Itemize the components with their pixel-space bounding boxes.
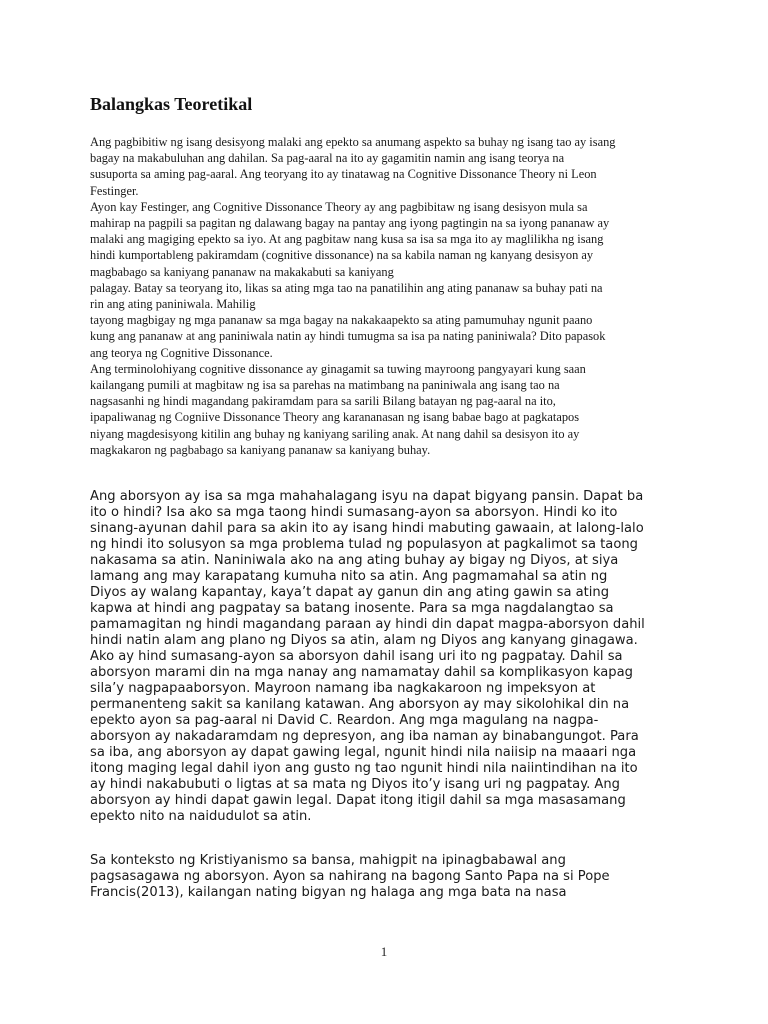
section-title: Balangkas Teoretikal — [90, 94, 253, 114]
text-line: Diyos ay walang kapantay, kaya’t dapat ay ganun din ang ating gawin sa ating — [90, 585, 610, 600]
text-line: susuporta sa aming pag-aaral. Ang teoryang ito ay tinatawag na Cognitive Dissonance Theory ni Leon — [90, 167, 597, 182]
text-line: kailangang pumili at magbitaw ng isa sa parehas na matimbang na paniniwala ang isang tao na — [90, 378, 560, 393]
text-line: palagay. Batay sa teoryang ito, likas sa ating mga tao na panatilihin ang ating pananaw sa buhay pati na — [90, 280, 603, 295]
text-line: magkakaron ng pagbabago sa kaniyang pananaw sa kaniyang buhay. — [90, 442, 431, 457]
text-line: aborsyon ay nakadaramdam ng depresyon, ang iba naman ay binabangungot. Para — [90, 729, 639, 744]
text-line: ay hindi nakabubuti o ligtas at sa mata ng Diyos ito’y isang uri ng pagpatay. Ang — [90, 777, 620, 792]
text-line: bagay na makabuluhan ang dahilan. Sa pag-aaral na ito ay gagamitin namin ang isang teorya na — [90, 151, 565, 166]
text-line: Ayon kay Festinger, ang Cognitive Dissonance Theory ay ang pagbibitaw ng isang desisyon mula sa — [90, 199, 588, 214]
text-line: niyang magdesisyong kitilin ang buhay ng kaniyang sariling anak. At nang dahil sa desisyon ito ay — [90, 426, 580, 441]
text-line: aborsyon ay hindi dapat gawin legal. Dapat itong itigil dahil sa mga masasamang — [90, 793, 626, 808]
christianity-paragraph — [90, 853, 690, 901]
abortion-paragraph — [90, 489, 690, 825]
text-line: Ang pagbibitiw ng isang desisyong malaki ang epekto sa anumang aspekto sa buhay ng isang tao ay isang — [90, 135, 616, 149]
text-line: magbabago sa kaniyang pananaw na makakabuti sa kaniyang — [90, 264, 394, 279]
text-line: Sa konteksto ng Kristiyanismo sa bansa, mahigpit na ipinagbabawal ang — [90, 853, 566, 868]
text-line: hindi natin alam ang plano ng Diyos sa atin, alam ng Diyos ang kanyang ginagawa. — [90, 633, 638, 648]
text-line: ipapaliwanag ng Cogniive Dissonance Theory ang karananasan ng isang babae bago at pagkatapos — [90, 410, 580, 425]
text-line: Festinger. — [90, 183, 139, 198]
text-line: itong maging legal dahil iyon ang gusto ng tao ngunit hindi nila naiintindihan na ito — [90, 761, 638, 776]
text-line: lamang ang may karapatang kumuha nito sa atin. Ang pagmamahal sa atin ng — [90, 569, 608, 584]
text-line: mahirap na pagpili sa pagitan ng dalawang bagay na pantay ang iyong pagtingin na sa iyong pananaw ay — [90, 216, 610, 231]
text-line: kapwa at hindi ang pagpatay sa batang inosente. Para sa mga nagdalangtao sa — [90, 601, 614, 616]
text-line: nagsasanhi ng hindi magandang pakiramdam para sa sarili Bilang batayan ng pag-aaral na ito, — [90, 394, 556, 409]
text-line: Francis(2013), kailangan nating bigyan ng halaga ang mga bata na nasa — [90, 885, 567, 900]
text-line: aborsyon marami din na mga nanay ang namamatay dahil sa komplikasyon kapag — [90, 665, 633, 680]
text-line: Ang terminolohiyang cognitive dissonance ay ginagamit sa tuwing mayroong pangyayari kung saan — [90, 361, 586, 376]
text-line: rin ang ating paniniwala. Mahilig — [90, 297, 256, 312]
text-line: malaki ang magiging epekto sa iyo. At ang pagbitaw nang kusa sa isa sa mga ito ay maglilikha ng isang — [90, 232, 604, 247]
theory-paragraph — [90, 134, 680, 458]
text-line: tayong magbigay ng mga pananaw sa mga bagay na nakakaapekto sa ating pamumuhay ngunit paano — [90, 313, 593, 328]
text-line: epekto ayon sa pag-aaral ni David C. Reardon. Ang mga magulang na nagpa- — [90, 713, 599, 728]
text-line: pagsasagawa ng aborsyon. Ayon sa nahirang na bagong Santo Papa na si Pope — [90, 869, 610, 884]
text-line: nakasama sa atin. Naniniwala ako na ang ating buhay ay bigay ng Diyos, at siya — [90, 553, 619, 568]
text-line: Ang aborsyon ay isa sa mga mahahalagang isyu na dapat bigyang pansin. Dapat ba — [90, 489, 644, 504]
text-line: Ako ay hind sumasang-ayon sa aborsyon dahil isang uri ito ng pagpatay. Dahil sa — [90, 649, 623, 664]
text-line: hindi kumportableng pakiramdam (cognitive dissonance) na sa kabila naman ng kanyang desisyon ay — [90, 248, 594, 263]
text-line: ng hindi ito solusyon sa mga problema tulad ng populasyon at pagkalimot sa taong — [90, 537, 638, 552]
text-line: ang teorya ng Cognitive Dissonance. — [90, 345, 273, 360]
text-line: sa iba, ang aborsyon ay dapat gawing legal, ngunit hindi nila naiisip na maaari nga — [90, 745, 637, 760]
text-line: sila’y nagpapaaborsyon. Mayroon namang iba nagkakaroon ng impeksyon at — [90, 681, 596, 696]
text-line: kung ang pananaw at ang paniniwala natin ay hindi tumugma sa isa pa nating paniniwala? Dito papasok — [90, 329, 606, 344]
text-line: pamamagitan ng hindi magandang paraan ay hindi din dapat magpa-aborsyon dahil — [90, 617, 645, 632]
text-line: ito o hindi? Isa ako sa mga taong hindi sumasang-ayon sa aborsyon. Hindi ko ito — [90, 505, 618, 520]
text-line: epekto nito na naidudulot sa atin. — [90, 809, 312, 824]
page-number: 1 — [380, 944, 388, 959]
text-line: sinang-ayunan dahil para sa akin ito ay isang hindi mabuting gawaain, at lalong-lalo — [90, 521, 644, 536]
text-line: permanenteng sakit sa kanilang katawan. Ang aborsyon ay may sikolohikal din na — [90, 697, 630, 712]
